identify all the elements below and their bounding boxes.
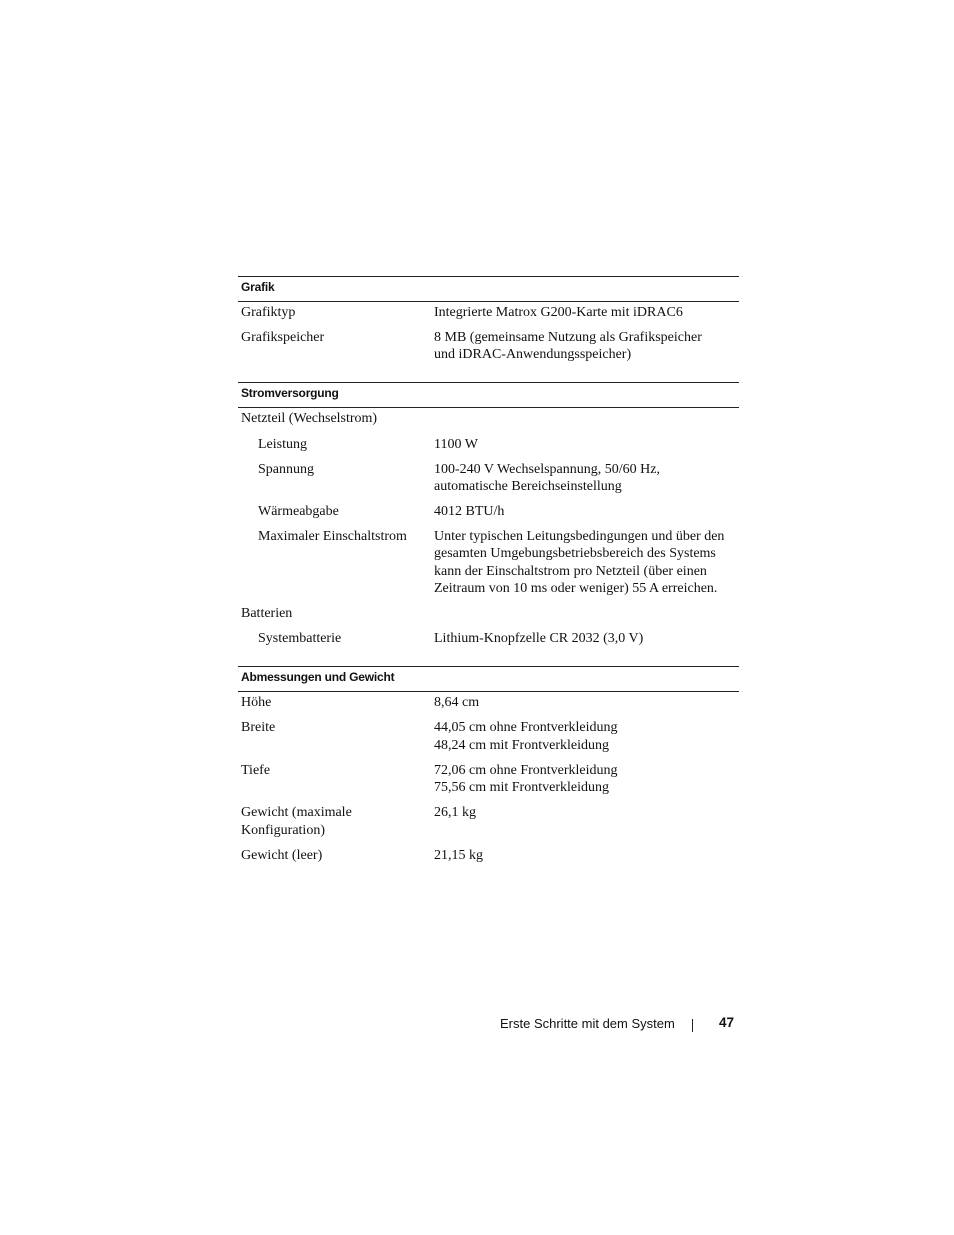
spec-label: Wärmeabgabe [258, 504, 339, 520]
page-number: 47 [719, 1015, 735, 1030]
spec-value-line: 44,05 cm ohne Frontverkleidung [434, 720, 618, 736]
spec-label: Grafikspeicher [241, 330, 325, 346]
spec-value [434, 410, 739, 427]
spec-value [434, 719, 739, 754]
spec-label: Maximaler Einschaltstrom [258, 529, 407, 545]
spec-label: Spannung [258, 461, 314, 477]
spec-table [238, 276, 739, 872]
spec-value-line: 100-240 V Wechselspannung, 50/60 Hz, [434, 461, 660, 477]
spec-value [434, 630, 739, 647]
spec-value-line: 8 MB (gemeinsame Nutzung als Grafikspeicher [434, 330, 702, 346]
spec-row [238, 762, 739, 797]
section-stromversorgung [238, 382, 739, 666]
spec-value [434, 436, 739, 453]
spec-row [238, 719, 739, 754]
section-heading: Grafik [238, 276, 739, 302]
page-footer [0, 1015, 954, 1035]
spec-value-line: Unter typischen Leitungsbedingungen und über den [434, 529, 725, 545]
spec-label: Höhe [241, 695, 272, 711]
spec-label: Breite [241, 720, 276, 736]
spec-value-line: 72,06 cm ohne Frontverkleidung [434, 762, 618, 778]
footer-title: Erste Schritte mit dem System [500, 1016, 675, 1031]
spec-value-line: 75,56 cm mit Frontverkleidung [434, 780, 609, 796]
spec-value [434, 605, 739, 622]
spec-value-line: Integrierte Matrox G200-Karte mit iDRAC6 [434, 305, 683, 320]
spec-value [434, 329, 739, 364]
spec-row [238, 630, 739, 647]
spec-label: Gewicht (maximale Konfiguration) [241, 805, 352, 838]
spec-value-line: 8,64 cm [434, 695, 480, 711]
spec-value-line: 26,1 kg [434, 805, 476, 821]
spec-value-line: 4012 BTU/h [434, 504, 505, 520]
spec-label: Systembatterie [258, 631, 342, 647]
spec-row [238, 503, 739, 520]
spec-value [434, 503, 739, 520]
footer-divider [692, 1019, 693, 1032]
spec-row [238, 528, 739, 597]
spec-row [238, 461, 739, 496]
spec-value-line: 48,24 cm mit Frontverkleidung [434, 737, 609, 753]
spec-value [434, 694, 739, 711]
spec-row [238, 804, 739, 839]
spec-value-line: kann der Einschaltstrom pro Netzteil (über einen [434, 563, 707, 579]
spec-value [434, 528, 739, 597]
spec-row [238, 694, 739, 711]
section-heading: Abmessungen und Gewicht [238, 666, 739, 692]
spec-value-line: Zeitraum von 10 ms oder weniger) 55 A erreichen. [434, 581, 718, 597]
spec-row [238, 436, 739, 453]
spec-value-line: 21,15 kg [434, 847, 483, 863]
spec-label: Batterien [241, 606, 293, 622]
spec-value [434, 847, 739, 864]
spec-label: Leistung [258, 436, 307, 452]
spec-value-line: und iDRAC-Anwendungsspeicher) [434, 347, 632, 363]
spec-label: Gewicht (leer) [241, 847, 323, 863]
spec-value-line: 1100 W [434, 436, 478, 452]
spec-value [434, 762, 739, 797]
spec-value [434, 304, 739, 321]
spec-row [238, 304, 739, 321]
section-abmessungen [238, 666, 739, 864]
spec-row [238, 410, 739, 427]
spec-value [434, 804, 739, 839]
spec-value-line: Lithium-Knopfzelle CR 2032 (3,0 V) [434, 631, 644, 647]
spec-row [238, 605, 739, 622]
spec-label: Netzteil (Wechselstrom) [241, 411, 378, 427]
section-heading: Stromversorgung [238, 382, 739, 408]
spec-value-line: automatische Bereichseinstellung [434, 478, 622, 494]
spec-row [238, 329, 739, 364]
spec-row [238, 847, 739, 864]
spec-value-line: gesamten Umgebungsbetriebsbereich des Systems [434, 546, 716, 562]
section-grafik [238, 276, 739, 382]
spec-value [434, 461, 739, 496]
spec-label: Grafiktyp [241, 305, 296, 320]
spec-label: Tiefe [241, 762, 271, 778]
